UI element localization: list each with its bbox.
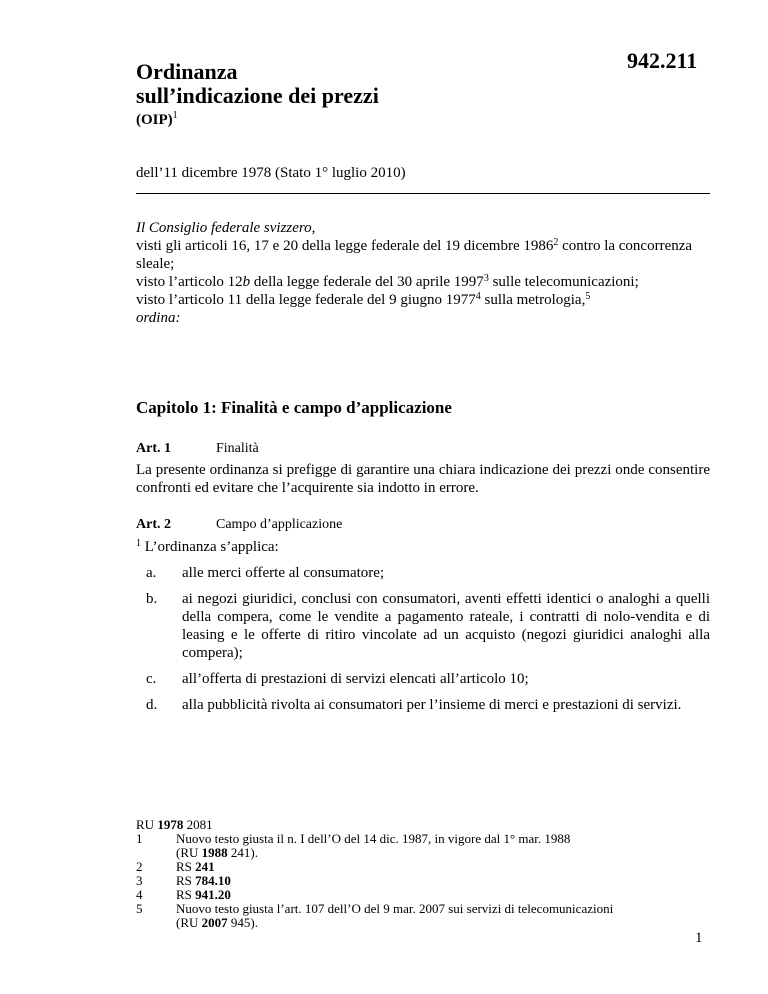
footnote-text: (RU [176, 845, 202, 860]
date-line: dell’11 dicembre 1978 (Stato 1° luglio 2010) [136, 165, 406, 181]
list-item [136, 696, 710, 714]
page-number: 1 [695, 930, 703, 946]
art-1-title: Finalità [216, 441, 259, 456]
footnote-ref-4[interactable]: 4 [475, 291, 481, 302]
preamble-line-1-text-a: visti gli articoli 16, 17 e 20 della legge federale del 19 dicembre 1986 [136, 238, 554, 254]
list-item-label: b. [146, 591, 158, 607]
ru-prefix: RU [136, 817, 158, 832]
footnote-text: (RU [176, 915, 202, 930]
art-1-heading [136, 441, 259, 457]
art-2-list [136, 564, 710, 722]
footnote-number: 3 [136, 873, 143, 888]
list-item [136, 590, 710, 662]
preamble-line-2-italic: b [242, 274, 251, 290]
header-divider [136, 193, 710, 194]
footnote-number: 5 [136, 901, 143, 916]
preamble-line-2-text-a: visto l’articolo 12 [136, 274, 243, 290]
chapter-1-title: Capitolo 1: Finalità e campo d’applicazione [136, 398, 452, 417]
preamble-line-1-text-b: contro la concorrenza sleale; [136, 238, 693, 272]
preamble-line-1 [136, 237, 710, 273]
list-item-label: a. [146, 565, 157, 581]
art-2-intro [136, 538, 710, 556]
list-item [136, 670, 710, 688]
footnote-3 [136, 874, 710, 888]
list-item [136, 564, 710, 582]
footnote-text: Nuovo testo giusta il n. I dell’O del 14 dic. 1987, in vigore dal 1° mar. 1988 [176, 831, 571, 846]
title-abbreviation [136, 110, 178, 129]
list-item-label: c. [146, 671, 157, 687]
preamble-authority: Il Consiglio federale svizzero, [136, 220, 316, 236]
ru-year: 1978 [157, 817, 184, 832]
list-item-text: alle merci offerte al consumatore; [182, 565, 385, 581]
footnote-2 [136, 860, 710, 874]
footnote-1 [136, 832, 710, 846]
footnote-text: RS [176, 887, 196, 902]
footnote-ref-5[interactable]: 5 [585, 291, 591, 302]
art-2-heading [136, 517, 342, 533]
abbreviation-text: (OIP) [136, 112, 173, 128]
art-2-number: Art. 2 [136, 517, 171, 532]
list-item-text: alla pubblicità rivolta ai consumatori per l’insieme di merci e prestazioni di servizi. [182, 697, 682, 713]
title-line-2: sull’indicazione dei prezzi [136, 83, 379, 108]
footnote-text: 241). [227, 845, 258, 860]
list-item-text: ai negozi giuridici, conclusi con consumatori, aventi effetti identici o analoghi a quelli della compera, come le vendite a pagamento rateale, i contratti di nolo-vendita e di leasing e le offerte di ritiro vincolate ad un acquisto (negozi giuridici analoghi alla compera); [182, 591, 710, 661]
footnote-ref-2[interactable]: 2 [553, 237, 559, 248]
list-item-label: d. [146, 697, 158, 713]
ru-page: 2081 [183, 817, 213, 832]
art-1-text: La presente ordinanza si prefigge di garantire una chiara indicazione dei prezzi onde consentire confronti ed evitare che l’acquirente sia indotto in errore. [136, 462, 710, 496]
paragraph-number: 1 [136, 538, 141, 549]
footnote-5-cont [136, 916, 710, 930]
art-1-number: Art. 1 [136, 441, 171, 456]
footnotes [136, 818, 710, 930]
preamble-line-3-text-a: visto l’articolo 11 della legge federale del 9 giugno 1977 [136, 292, 476, 308]
sr-number: 942.211 [627, 48, 698, 73]
ru-reference [136, 818, 710, 832]
preamble-line-3 [136, 291, 710, 309]
footnote-ref-3[interactable]: 3 [483, 273, 489, 284]
footnote-text: RS [176, 859, 196, 874]
footnote-number: 2 [136, 859, 143, 874]
footnote-bold: 784.10 [195, 873, 231, 888]
footnote-text: RS [176, 873, 196, 888]
preamble-line-2-text-c: sulle telecomunicazioni; [488, 274, 639, 290]
footnote-bold: 1988 [201, 845, 228, 860]
footnote-1-cont [136, 846, 710, 860]
footnote-number: 1 [136, 831, 143, 846]
footnote-bold: 241 [195, 859, 215, 874]
footnote-text: Nuovo testo giusta l’art. 107 dell’O del 9 mar. 2007 sui servizi di telecomunicazioni [176, 901, 614, 916]
footnote-ref-1[interactable]: 1 [172, 110, 178, 121]
art-2-intro-text: L’ordinanza s’applica: [141, 539, 279, 555]
footnote-4 [136, 888, 710, 902]
art-2-title: Campo d’applicazione [216, 517, 343, 532]
preamble [136, 219, 710, 327]
footnote-5 [136, 902, 710, 916]
preamble-ordina: ordina: [136, 310, 181, 326]
footnote-bold: 2007 [201, 915, 228, 930]
footnote-number: 4 [136, 887, 143, 902]
preamble-line-2 [136, 273, 710, 291]
list-item-text: all’offerta di prestazioni di servizi elencati all’articolo 10; [182, 671, 529, 687]
preamble-line-2-text-b: della legge federale del 30 aprile 1997 [250, 274, 484, 290]
footnote-bold: 941.20 [195, 887, 231, 902]
document-title [136, 60, 379, 108]
preamble-line-3-text-b: sulla metrologia, [480, 292, 586, 308]
title-line-1: Ordinanza [136, 59, 238, 84]
footnote-text: 945). [227, 915, 258, 930]
